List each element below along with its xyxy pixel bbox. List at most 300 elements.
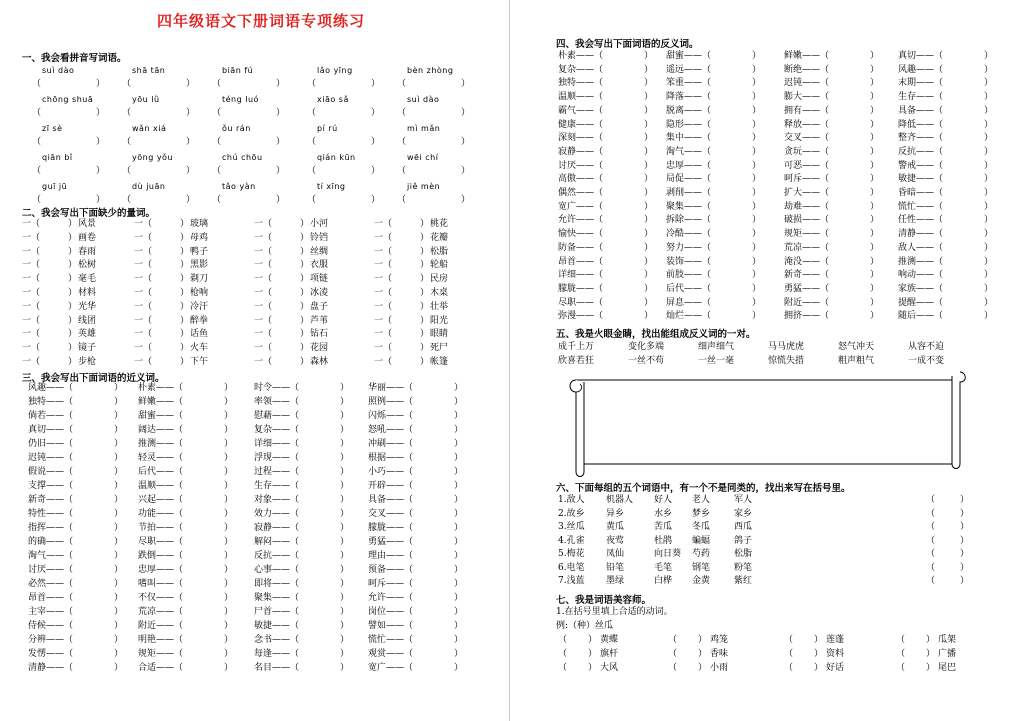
answer-blank[interactable] [304,396,340,408]
answer-blank[interactable] [948,77,984,89]
answer-blank[interactable] [78,522,114,534]
answer-blank[interactable] [42,273,68,285]
answer-blank[interactable] [716,228,752,240]
answer-blank[interactable] [304,508,340,520]
answer-blank[interactable] [188,382,224,394]
answer-blank[interactable] [188,466,224,478]
answer-blank[interactable] [188,410,224,422]
answer-blank[interactable] [682,634,698,646]
answer-blank[interactable] [136,165,186,177]
answer-blank[interactable] [394,259,420,271]
answer-blank[interactable] [948,242,984,254]
pinyin-text: biān fú [222,66,254,75]
close-paren: ） [224,425,234,435]
pinyin-row [22,181,500,193]
answer-blank[interactable] [226,165,276,177]
answer-blank[interactable] [716,297,752,309]
answer-blank[interactable] [188,396,224,408]
answer-blank[interactable] [608,283,644,295]
answer-blank[interactable] [274,315,300,327]
synonym-word: 念书——（ [254,635,300,645]
answer-blank[interactable] [42,301,68,313]
answer-blank[interactable] [418,410,454,422]
idiom-word[interactable]: 一丝不苟 [628,356,665,366]
answer-blank[interactable] [418,536,454,548]
answer-blank[interactable] [716,187,752,199]
answer-blank[interactable] [226,78,276,90]
answer-blank[interactable] [304,480,340,492]
answer-blank[interactable] [78,634,114,646]
answer-blank[interactable] [78,424,114,436]
answer-blank[interactable] [394,287,420,299]
answer-blank[interactable] [304,578,340,590]
synonym-word: 具备——（ [368,495,414,505]
answer-blank[interactable] [304,522,340,534]
answer-blank[interactable] [321,165,371,177]
answer-blank[interactable] [940,535,962,547]
answer-blank[interactable] [834,50,870,62]
answer-blank[interactable] [834,269,870,281]
answer-blank[interactable] [910,648,926,660]
answer-blank[interactable] [418,452,454,464]
answer-blank[interactable] [608,50,644,62]
answer-blank[interactable] [608,297,644,309]
answer-blank[interactable] [716,91,752,103]
answer-blank[interactable] [608,310,644,322]
answer-blank[interactable] [418,396,454,408]
answer-blank[interactable] [948,50,984,62]
answer-blank[interactable] [608,119,644,131]
answer-blank[interactable] [304,550,340,562]
answer-blank[interactable] [418,564,454,576]
answer-blank[interactable] [418,424,454,436]
answer-blank[interactable] [78,606,114,618]
answer-blank[interactable] [910,662,926,674]
answer-blank[interactable] [418,480,454,492]
answer-blank[interactable] [304,564,340,576]
answer-blank[interactable] [274,232,300,244]
answer-blank[interactable] [78,396,114,408]
answer-blank[interactable] [608,77,644,89]
open-paren: （ [896,649,906,659]
answer-blank[interactable] [154,273,180,285]
answer-blank[interactable] [948,256,984,268]
answer-blank[interactable] [716,146,752,158]
close-paren: ） [984,297,994,308]
answer-blank[interactable] [188,578,224,590]
answer-blank[interactable] [226,194,276,206]
answer-blank[interactable] [304,606,340,618]
synonym-word: 倘若——（ [28,411,74,421]
answer-blank[interactable] [418,466,454,478]
pinyin-text: xiāo sǎ [317,95,349,104]
answer-blank[interactable] [42,259,68,271]
idiom-word[interactable]: 马马虎虎 [768,342,805,352]
answer-blank[interactable] [42,218,68,230]
answer-blank[interactable] [948,201,984,213]
answer-blank[interactable] [940,494,962,506]
answer-blank[interactable] [78,648,114,660]
answer-blank[interactable] [188,564,224,576]
answer-blank[interactable] [154,328,180,340]
answer-blank[interactable] [304,424,340,436]
answer-blank[interactable] [940,562,962,574]
answer-blank[interactable] [716,119,752,131]
answer-blank[interactable] [716,269,752,281]
answer-blank[interactable] [394,356,420,368]
answer-blank[interactable] [608,228,644,240]
answer-blank[interactable] [42,328,68,340]
answer-blank[interactable] [948,310,984,322]
idiom-word[interactable]: 成千上万 [558,342,595,352]
answer-blank[interactable] [274,287,300,299]
answer-blank[interactable] [834,256,870,268]
answer-blank[interactable] [716,283,752,295]
answer-blank[interactable] [274,342,300,354]
answer-blank[interactable] [418,620,454,632]
answer-blank[interactable] [411,165,461,177]
answer-blank[interactable] [78,550,114,562]
idiom-word[interactable]: 怒气冲天 [838,342,875,352]
answer-blank[interactable] [834,160,870,172]
answer-blank[interactable] [188,480,224,492]
answer-blank[interactable] [136,136,186,148]
answer-blank[interactable] [608,132,644,144]
answer-blank[interactable] [154,342,180,354]
answer-blank[interactable] [188,508,224,520]
answer-blank[interactable] [834,77,870,89]
answer-blank[interactable] [608,105,644,117]
answer-blank[interactable] [716,132,752,144]
answer-blank[interactable] [948,228,984,240]
answer-blank[interactable] [42,342,68,354]
answer-blank[interactable] [188,648,224,660]
answer-blank[interactable] [78,494,114,506]
answer-blank[interactable] [834,283,870,295]
answer-blank[interactable] [188,438,224,450]
answer-blank[interactable] [304,410,340,422]
answer-blank[interactable] [46,78,96,90]
answer-blank[interactable] [716,242,752,254]
answer-blank[interactable] [321,78,371,90]
answer-blank[interactable] [188,494,224,506]
answer-blank[interactable] [948,160,984,172]
answer-blank[interactable] [716,310,752,322]
answer-blank[interactable] [418,438,454,450]
answer-blank[interactable] [910,634,926,646]
open-paren: （ [558,663,568,673]
answer-blank[interactable] [608,91,644,103]
answer-blank[interactable] [716,77,752,89]
answer-blank[interactable] [608,173,644,185]
answer-blank[interactable] [42,246,68,258]
answer-blank[interactable] [716,201,752,213]
answer-blank[interactable] [608,242,644,254]
close-paren: ） [340,579,350,589]
answer-blank[interactable] [940,508,962,520]
answer-blank[interactable] [78,438,114,450]
answer-blank[interactable] [304,382,340,394]
idiom-word[interactable]: 惊慌失措 [768,356,805,366]
answer-blank[interactable] [608,64,644,76]
answer-blank[interactable] [304,620,340,632]
answer-blank[interactable] [798,662,814,674]
pinyin-text: tǎo yàn [222,182,256,191]
answer-blank[interactable] [321,136,371,148]
answer-blank[interactable] [274,356,300,368]
answer-blank[interactable] [394,273,420,285]
verb-object-word: 旗杆 [600,649,619,659]
answer-blank[interactable] [834,173,870,185]
answer-blank[interactable] [948,105,984,117]
answer-blank[interactable] [608,256,644,268]
answer-blank[interactable] [608,269,644,281]
antonym-word: 可恶——（ [784,160,830,171]
answer-blank[interactable] [608,187,644,199]
answer-blank[interactable] [78,382,114,394]
answer-blank[interactable] [798,634,814,646]
synonym-word: 名目——（ [254,663,300,673]
open-paren: （ [212,166,222,176]
answer-blank[interactable] [834,91,870,103]
answer-blank[interactable] [948,297,984,309]
answer-blank[interactable] [682,662,698,674]
answer-blank[interactable] [834,214,870,226]
answer-blank[interactable] [154,356,180,368]
answer-blank[interactable] [834,242,870,254]
answer-blank[interactable] [46,165,96,177]
answer-blank[interactable] [321,194,371,206]
answer-blank[interactable] [188,550,224,562]
answer-blank[interactable] [948,132,984,144]
idiom-word[interactable]: 一丝一毫 [698,356,735,366]
answer-blank[interactable] [834,297,870,309]
answer-blank[interactable] [834,64,870,76]
answer-blank[interactable] [948,91,984,103]
answer-blank[interactable] [188,522,224,534]
answer-blank[interactable] [188,592,224,604]
answer-blank[interactable] [418,578,454,590]
answer-blank[interactable] [608,214,644,226]
answer-blank[interactable] [948,269,984,281]
measure-word-noun: 民房 [430,274,449,285]
answer-blank[interactable] [274,246,300,258]
answer-blank[interactable] [608,201,644,213]
answer-blank[interactable] [948,173,984,185]
synonym-word: 根据——（ [368,453,414,463]
answer-blank[interactable] [411,107,461,119]
close-paren: ） [984,160,994,171]
answer-blank[interactable] [418,382,454,394]
answer-blank[interactable] [940,575,962,587]
answer-blank[interactable] [948,187,984,199]
answer-blank[interactable] [834,119,870,131]
answer-blank[interactable] [608,146,644,158]
answer-blank[interactable] [188,634,224,646]
answer-blank[interactable] [304,662,340,674]
answer-blank[interactable] [940,548,962,560]
answer-blank[interactable] [394,301,420,313]
answer-blank[interactable] [274,328,300,340]
answer-blank[interactable] [78,480,114,492]
close-paren: ） [454,425,464,435]
answer-blank[interactable] [716,160,752,172]
answer-blank[interactable] [716,50,752,62]
answer-blank[interactable] [411,136,461,148]
idiom-word[interactable]: 一成不变 [908,356,945,366]
idiom-word[interactable]: 变化多端 [628,342,665,352]
answer-blank[interactable] [394,218,420,230]
answer-blank[interactable] [834,201,870,213]
answer-blank[interactable] [46,107,96,119]
answer-blank[interactable] [834,228,870,240]
answer-blank[interactable] [136,107,186,119]
answer-scroll[interactable] [566,368,966,478]
answer-blank[interactable] [304,634,340,646]
answer-blank[interactable] [78,466,114,478]
answer-blank[interactable] [154,287,180,299]
answer-blank[interactable] [42,315,68,327]
answer-blank[interactable] [418,522,454,534]
answer-blank[interactable] [78,564,114,576]
answer-blank[interactable] [572,634,588,646]
answer-blank[interactable] [304,452,340,464]
answer-blank[interactable] [78,620,114,632]
pinyin-text: téng luó [222,95,259,104]
one-prefix: 一（ [22,315,41,326]
idiom-word[interactable]: 细声细气 [698,342,735,352]
verb-object-word: 大风 [600,663,619,673]
answer-blank[interactable] [304,648,340,660]
answer-blank[interactable] [682,648,698,660]
answer-blank[interactable] [154,232,180,244]
answer-blank[interactable] [948,119,984,131]
answer-blank[interactable] [154,315,180,327]
answer-blank[interactable] [78,508,114,520]
answer-blank[interactable] [716,256,752,268]
answer-blank[interactable] [411,78,461,90]
answer-blank[interactable] [418,494,454,506]
answer-blank[interactable] [716,173,752,185]
answer-blank[interactable] [78,592,114,604]
answer-blank[interactable] [418,662,454,674]
synonym-word: 心事——（ [254,565,300,575]
answer-blank[interactable] [394,328,420,340]
answer-blank[interactable] [608,160,644,172]
one-prefix: 一（ [374,357,393,367]
answer-blank[interactable] [321,107,371,119]
answer-blank[interactable] [42,356,68,368]
answer-blank[interactable] [304,438,340,450]
answer-blank[interactable] [42,287,68,299]
antonym-word: 弥漫——（ [558,311,604,322]
answer-blank[interactable] [154,301,180,313]
close-paren: ） [454,565,464,575]
answer-blank[interactable] [274,273,300,285]
answer-blank[interactable] [798,648,814,660]
idiom-word[interactable]: 欣喜若狂 [558,356,595,366]
answer-blank[interactable] [78,536,114,548]
measure-word-noun: 火车 [190,343,209,354]
answer-blank[interactable] [716,64,752,76]
answer-blank[interactable] [188,536,224,548]
answer-blank[interactable] [188,424,224,436]
answer-blank[interactable] [46,136,96,148]
group-word: 黄瓜 [606,522,625,532]
answer-blank[interactable] [304,536,340,548]
answer-blank[interactable] [274,259,300,271]
answer-blank[interactable] [226,107,276,119]
answer-blank[interactable] [834,105,870,117]
answer-blank[interactable] [304,494,340,506]
measure-word-row [22,218,500,230]
answer-blank[interactable] [418,606,454,618]
answer-blank[interactable] [418,648,454,660]
answer-blank[interactable] [948,146,984,158]
answer-blank[interactable] [572,662,588,674]
answer-blank[interactable] [394,232,420,244]
answer-blank[interactable] [188,662,224,674]
answer-blank[interactable] [78,578,114,590]
answer-blank[interactable] [274,301,300,313]
answer-blank[interactable] [394,315,420,327]
idiom-word[interactable]: 粗声粗气 [838,356,875,366]
answer-blank[interactable] [940,521,962,533]
answer-blank[interactable] [418,592,454,604]
answer-blank[interactable] [188,620,224,632]
answer-blank[interactable] [834,132,870,144]
one-prefix: 一（ [22,301,41,312]
synonym-row [22,382,500,394]
answer-blank[interactable] [154,218,180,230]
synonym-row [22,452,500,464]
answer-blank[interactable] [418,634,454,646]
answer-blank[interactable] [304,466,340,478]
answer-blank[interactable] [948,214,984,226]
answer-blank[interactable] [834,146,870,158]
answer-blank[interactable] [78,410,114,422]
answer-blank[interactable] [572,648,588,660]
answer-blank[interactable] [394,246,420,258]
answer-blank[interactable] [304,592,340,604]
answer-blank[interactable] [78,662,114,674]
answer-blank[interactable] [834,310,870,322]
answer-blank[interactable] [188,606,224,618]
answer-blank[interactable] [948,64,984,76]
answer-blank[interactable] [188,452,224,464]
answer-blank[interactable] [42,232,68,244]
synonym-word: 合适——（ [138,663,184,673]
answer-blank[interactable] [274,218,300,230]
answer-blank[interactable] [834,187,870,199]
answer-blank[interactable] [418,550,454,562]
synonym-word: 时令——（ [254,383,300,393]
answer-blank[interactable] [948,283,984,295]
answer-blank[interactable] [78,452,114,464]
answer-blank[interactable] [418,508,454,520]
answer-blank[interactable] [226,136,276,148]
idiom-word[interactable]: 从容不迫 [908,342,945,352]
answer-blank[interactable] [716,105,752,117]
answer-blank[interactable] [136,78,186,90]
answer-blank[interactable] [411,194,461,206]
answer-blank[interactable] [716,214,752,226]
answer-blank[interactable] [154,246,180,258]
one-prefix: 一（ [374,232,393,243]
close-paren: ） [752,78,762,89]
answer-blank[interactable] [154,259,180,271]
answer-blank[interactable] [394,342,420,354]
